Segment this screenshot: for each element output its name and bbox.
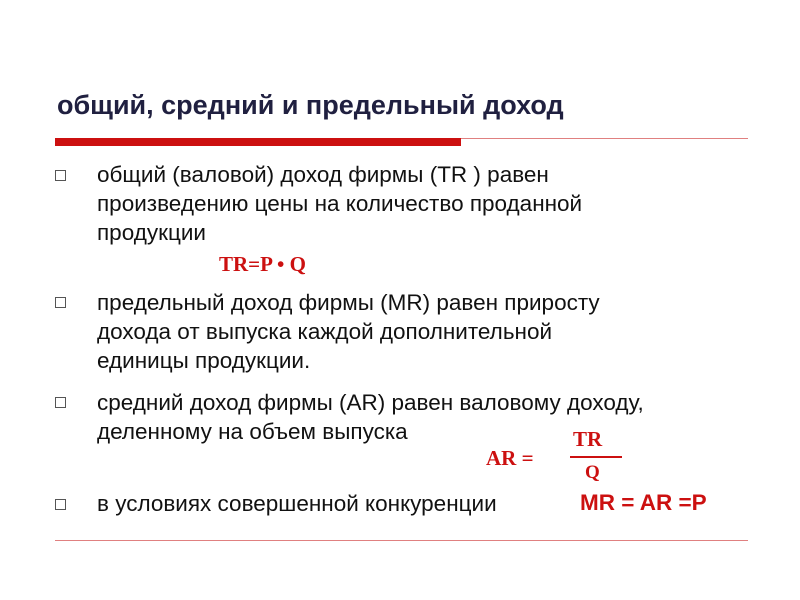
formula-mr-ar-p: MR = AR =P bbox=[580, 490, 707, 515]
bullet-square-icon bbox=[55, 499, 66, 510]
bullet-3-line-1: средний доход фирмы (AR) равен валовому доходу, bbox=[97, 390, 644, 415]
title-underline-thick bbox=[55, 138, 461, 146]
slide-title: общий, средний и предельный доход bbox=[57, 90, 564, 120]
formula-tr: TR=P • Q bbox=[219, 252, 306, 276]
bullet-1-line-2: произведению цены на количество проданной bbox=[97, 191, 583, 216]
bullet-2-line-3: единицы продукции. bbox=[97, 348, 311, 373]
bullet-square-icon bbox=[55, 170, 66, 181]
formula-ar-denominator: Q bbox=[585, 462, 600, 483]
formula-ar-numerator: TR bbox=[573, 427, 603, 451]
bullet-1-line-1: общий (валовой) доход фирмы (TR ) равен bbox=[97, 162, 549, 187]
bullet-2-line-2: дохода от выпуска каждой дополнительной bbox=[97, 319, 553, 344]
bullet-2-line-1: предельный доход фирмы (MR) равен приросту bbox=[97, 290, 600, 315]
bottom-divider bbox=[55, 540, 748, 541]
bullet-square-icon bbox=[55, 397, 66, 408]
bullet-square-icon bbox=[55, 297, 66, 308]
formula-ar-lhs: AR = bbox=[486, 446, 534, 470]
bullet-3-line-2: деленному на объем выпуска bbox=[97, 419, 408, 444]
bullet-1-line-3: продукции bbox=[97, 220, 206, 245]
bullet-4-line-1: в условиях совершенной конкуренции bbox=[97, 491, 497, 516]
fraction-bar bbox=[570, 456, 622, 458]
